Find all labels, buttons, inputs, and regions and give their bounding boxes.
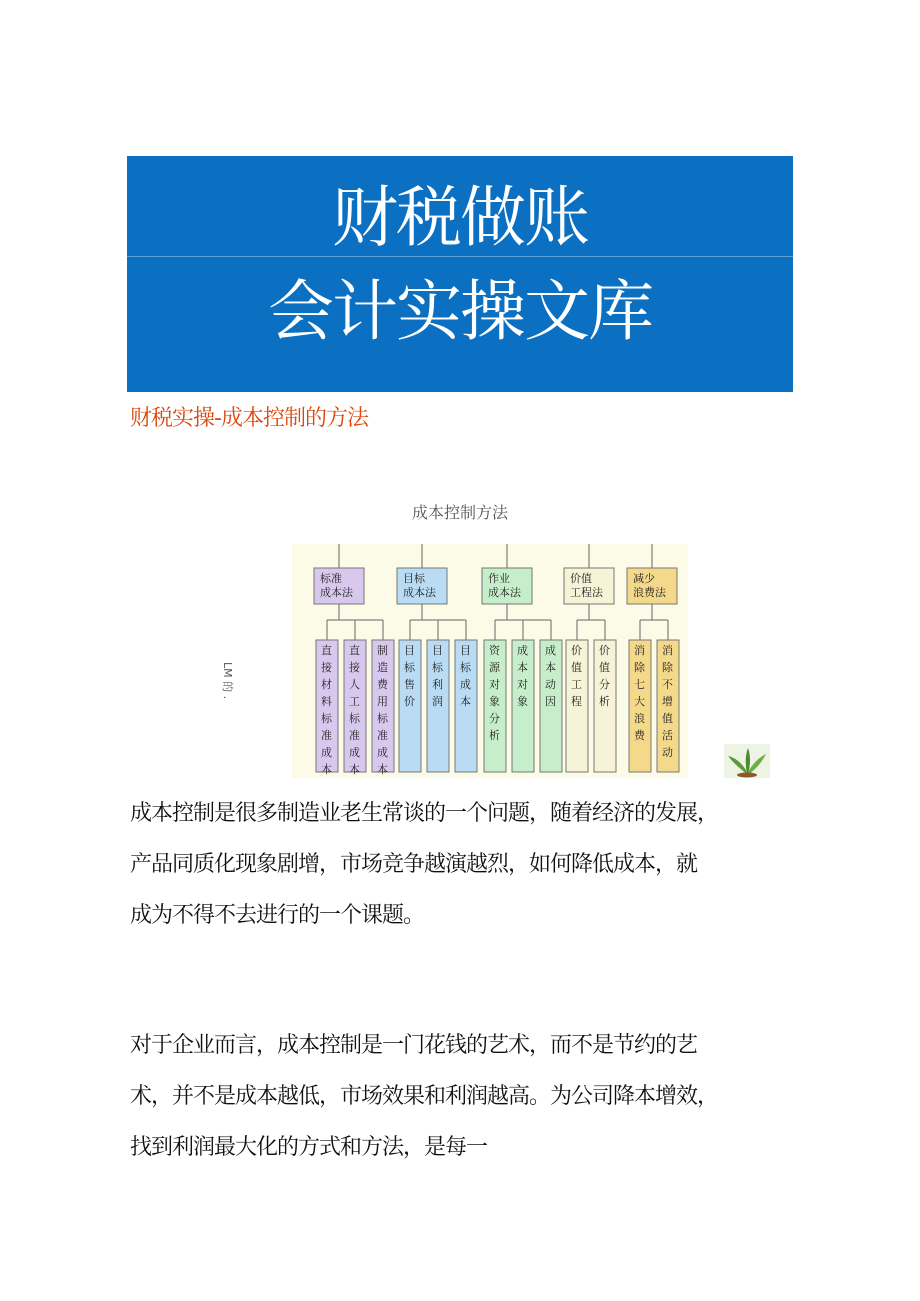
leaf-text-char: 七 bbox=[634, 678, 645, 691]
leaf-text-char: 成 bbox=[377, 746, 388, 759]
leaf-text-char: 工 bbox=[571, 678, 582, 691]
plant-image bbox=[724, 744, 770, 778]
leaf-text-char: 造 bbox=[377, 661, 388, 674]
leaf-text-char: 成 bbox=[545, 644, 556, 657]
paragraph-line: 产品同质化现象剧增，市场竞争越演越烈，如何降低成本，就 bbox=[130, 852, 698, 877]
leaf-text-char: 人 bbox=[349, 678, 360, 691]
leaf-text-char: 资 bbox=[489, 644, 500, 657]
leaf-text-char: 不 bbox=[662, 678, 673, 691]
leaf-text-char: 动 bbox=[545, 678, 556, 691]
leaf-text-char: 源 bbox=[489, 661, 500, 674]
leaf-text-char: 材 bbox=[321, 678, 332, 691]
leaf-text-char: 售 bbox=[404, 678, 415, 691]
leaf-text-char: 成 bbox=[460, 678, 471, 691]
leaf-text-char: 增 bbox=[662, 695, 673, 708]
leaf-text-char: 准 bbox=[349, 729, 360, 742]
leaf-text-char: 润 bbox=[432, 695, 443, 708]
leaf-text-char: 标 bbox=[377, 712, 388, 725]
leaf-text-char: 值 bbox=[571, 661, 582, 674]
group-header-text: 标准 bbox=[320, 572, 342, 585]
group-header-text: 成本法 bbox=[403, 586, 436, 599]
leaf-text-char: 象 bbox=[489, 695, 500, 708]
leaf-text-char: 本 bbox=[321, 763, 332, 776]
leaf-text-char: 析 bbox=[489, 729, 500, 742]
article-subtitle: 财税实操-成本控制的方法 bbox=[130, 406, 368, 431]
leaf-text-char: 成 bbox=[349, 746, 360, 759]
paragraph-line: 成为不得不去进行的一个课题。 bbox=[130, 903, 425, 928]
leaf-text-char: 本 bbox=[460, 695, 471, 708]
leaf-text-char: 大 bbox=[634, 695, 645, 708]
group-header-text: 工程法 bbox=[570, 586, 603, 599]
leaf-text-char: 对 bbox=[517, 678, 528, 691]
paragraph-1 bbox=[130, 788, 820, 941]
leaf-text-char: 程 bbox=[571, 695, 582, 708]
leaf-text-char: 分 bbox=[599, 678, 610, 691]
leaf-text-char: 利 bbox=[432, 678, 443, 691]
banner-title-line2: 会计实操文库 bbox=[268, 273, 652, 350]
leaf-text-char: 目 bbox=[460, 644, 471, 657]
leaf-text-char: 价 bbox=[404, 695, 415, 708]
leaf-text-char: 用 bbox=[377, 695, 388, 708]
paragraph-line: 对于企业而言，成本控制是一门花钱的艺术，而不是节约的艺 bbox=[130, 1033, 698, 1058]
leaf-text-char: 准 bbox=[321, 729, 332, 742]
leaf-text-char: 除 bbox=[662, 661, 673, 674]
leaf-text-char: 本 bbox=[545, 661, 556, 674]
leaf-text-char: 析 bbox=[599, 695, 610, 708]
title-banner bbox=[127, 156, 793, 392]
leaf-text-char: 因 bbox=[545, 695, 556, 708]
paragraph-2 bbox=[130, 1020, 820, 1173]
leaf-text-char: 消 bbox=[634, 644, 645, 657]
leaf-text-char: 价 bbox=[571, 644, 582, 657]
paragraph-line: 术，并不是成本越低，市场效果和利润越高。为公司降本增效， bbox=[130, 1084, 719, 1109]
leaf-text-char: 消 bbox=[662, 644, 673, 657]
banner-title-line1: 财税做账 bbox=[332, 179, 588, 256]
leaf-text-char: 工 bbox=[349, 695, 360, 708]
leaf-text-char: 接 bbox=[321, 661, 332, 674]
leaf-text-char: 费 bbox=[377, 678, 388, 691]
leaf-text-char: 除 bbox=[634, 661, 645, 674]
leaf-text-char: 动 bbox=[662, 746, 673, 759]
cost-control-diagram-svg bbox=[292, 544, 688, 778]
group-header-text: 成本法 bbox=[320, 586, 353, 599]
leaf-text-char: 目 bbox=[432, 644, 443, 657]
side-note: LM 的 . bbox=[221, 662, 234, 700]
banner-divider bbox=[127, 256, 793, 257]
leaf-text-char: 标 bbox=[432, 661, 443, 674]
leaf-text-char: 直 bbox=[321, 644, 332, 657]
leaf-text-char: 制 bbox=[377, 644, 388, 657]
leaf-text-char: 接 bbox=[349, 661, 360, 674]
leaf-text-char: 目 bbox=[404, 644, 415, 657]
leaf-text-char: 标 bbox=[460, 661, 471, 674]
group-header-text: 浪费法 bbox=[633, 586, 666, 599]
paragraph-line: 成本控制是很多制造业老生常谈的一个问题，随着经济的发展， bbox=[130, 801, 719, 826]
group-header-text: 价值 bbox=[570, 572, 592, 585]
group-header-text: 目标 bbox=[403, 572, 425, 585]
leaf-text-char: 标 bbox=[321, 712, 332, 725]
group-header-text: 成本法 bbox=[488, 586, 521, 599]
leaf-text-char: 准 bbox=[377, 729, 388, 742]
leaf-text-char: 标 bbox=[349, 712, 360, 725]
leaf-text-char: 料 bbox=[321, 695, 332, 708]
paragraph-line: 找到利润最大化的方式和方法，是每一 bbox=[130, 1135, 488, 1160]
leaf-text-char: 直 bbox=[349, 644, 360, 657]
leaf-text-char: 成 bbox=[517, 644, 528, 657]
leaf-text-char: 成 bbox=[321, 746, 332, 759]
leaf-text-char: 费 bbox=[634, 729, 645, 742]
leaf-text-char: 价 bbox=[599, 644, 610, 657]
figure-caption: 成本控制方法 bbox=[411, 503, 508, 522]
leaf-text-char: 值 bbox=[599, 661, 610, 674]
cost-control-diagram bbox=[292, 544, 688, 778]
leaf-text-char: 标 bbox=[404, 661, 415, 674]
leaf-text-char: 值 bbox=[662, 712, 673, 725]
leaf-text-char: 分 bbox=[489, 712, 500, 725]
leaf-text-char: 本 bbox=[349, 763, 360, 776]
leaf-text-char: 本 bbox=[517, 661, 528, 674]
leaf-text-char: 浪 bbox=[634, 712, 645, 725]
leaf-text-char: 象 bbox=[517, 695, 528, 708]
plant-icon bbox=[724, 744, 770, 778]
leaf-text-char: 本 bbox=[377, 763, 388, 776]
group-header-text: 减少 bbox=[633, 572, 655, 585]
leaf-text-char: 活 bbox=[662, 729, 673, 742]
leaf-text-char: 对 bbox=[489, 678, 500, 691]
group-header-text: 作业 bbox=[488, 572, 510, 585]
